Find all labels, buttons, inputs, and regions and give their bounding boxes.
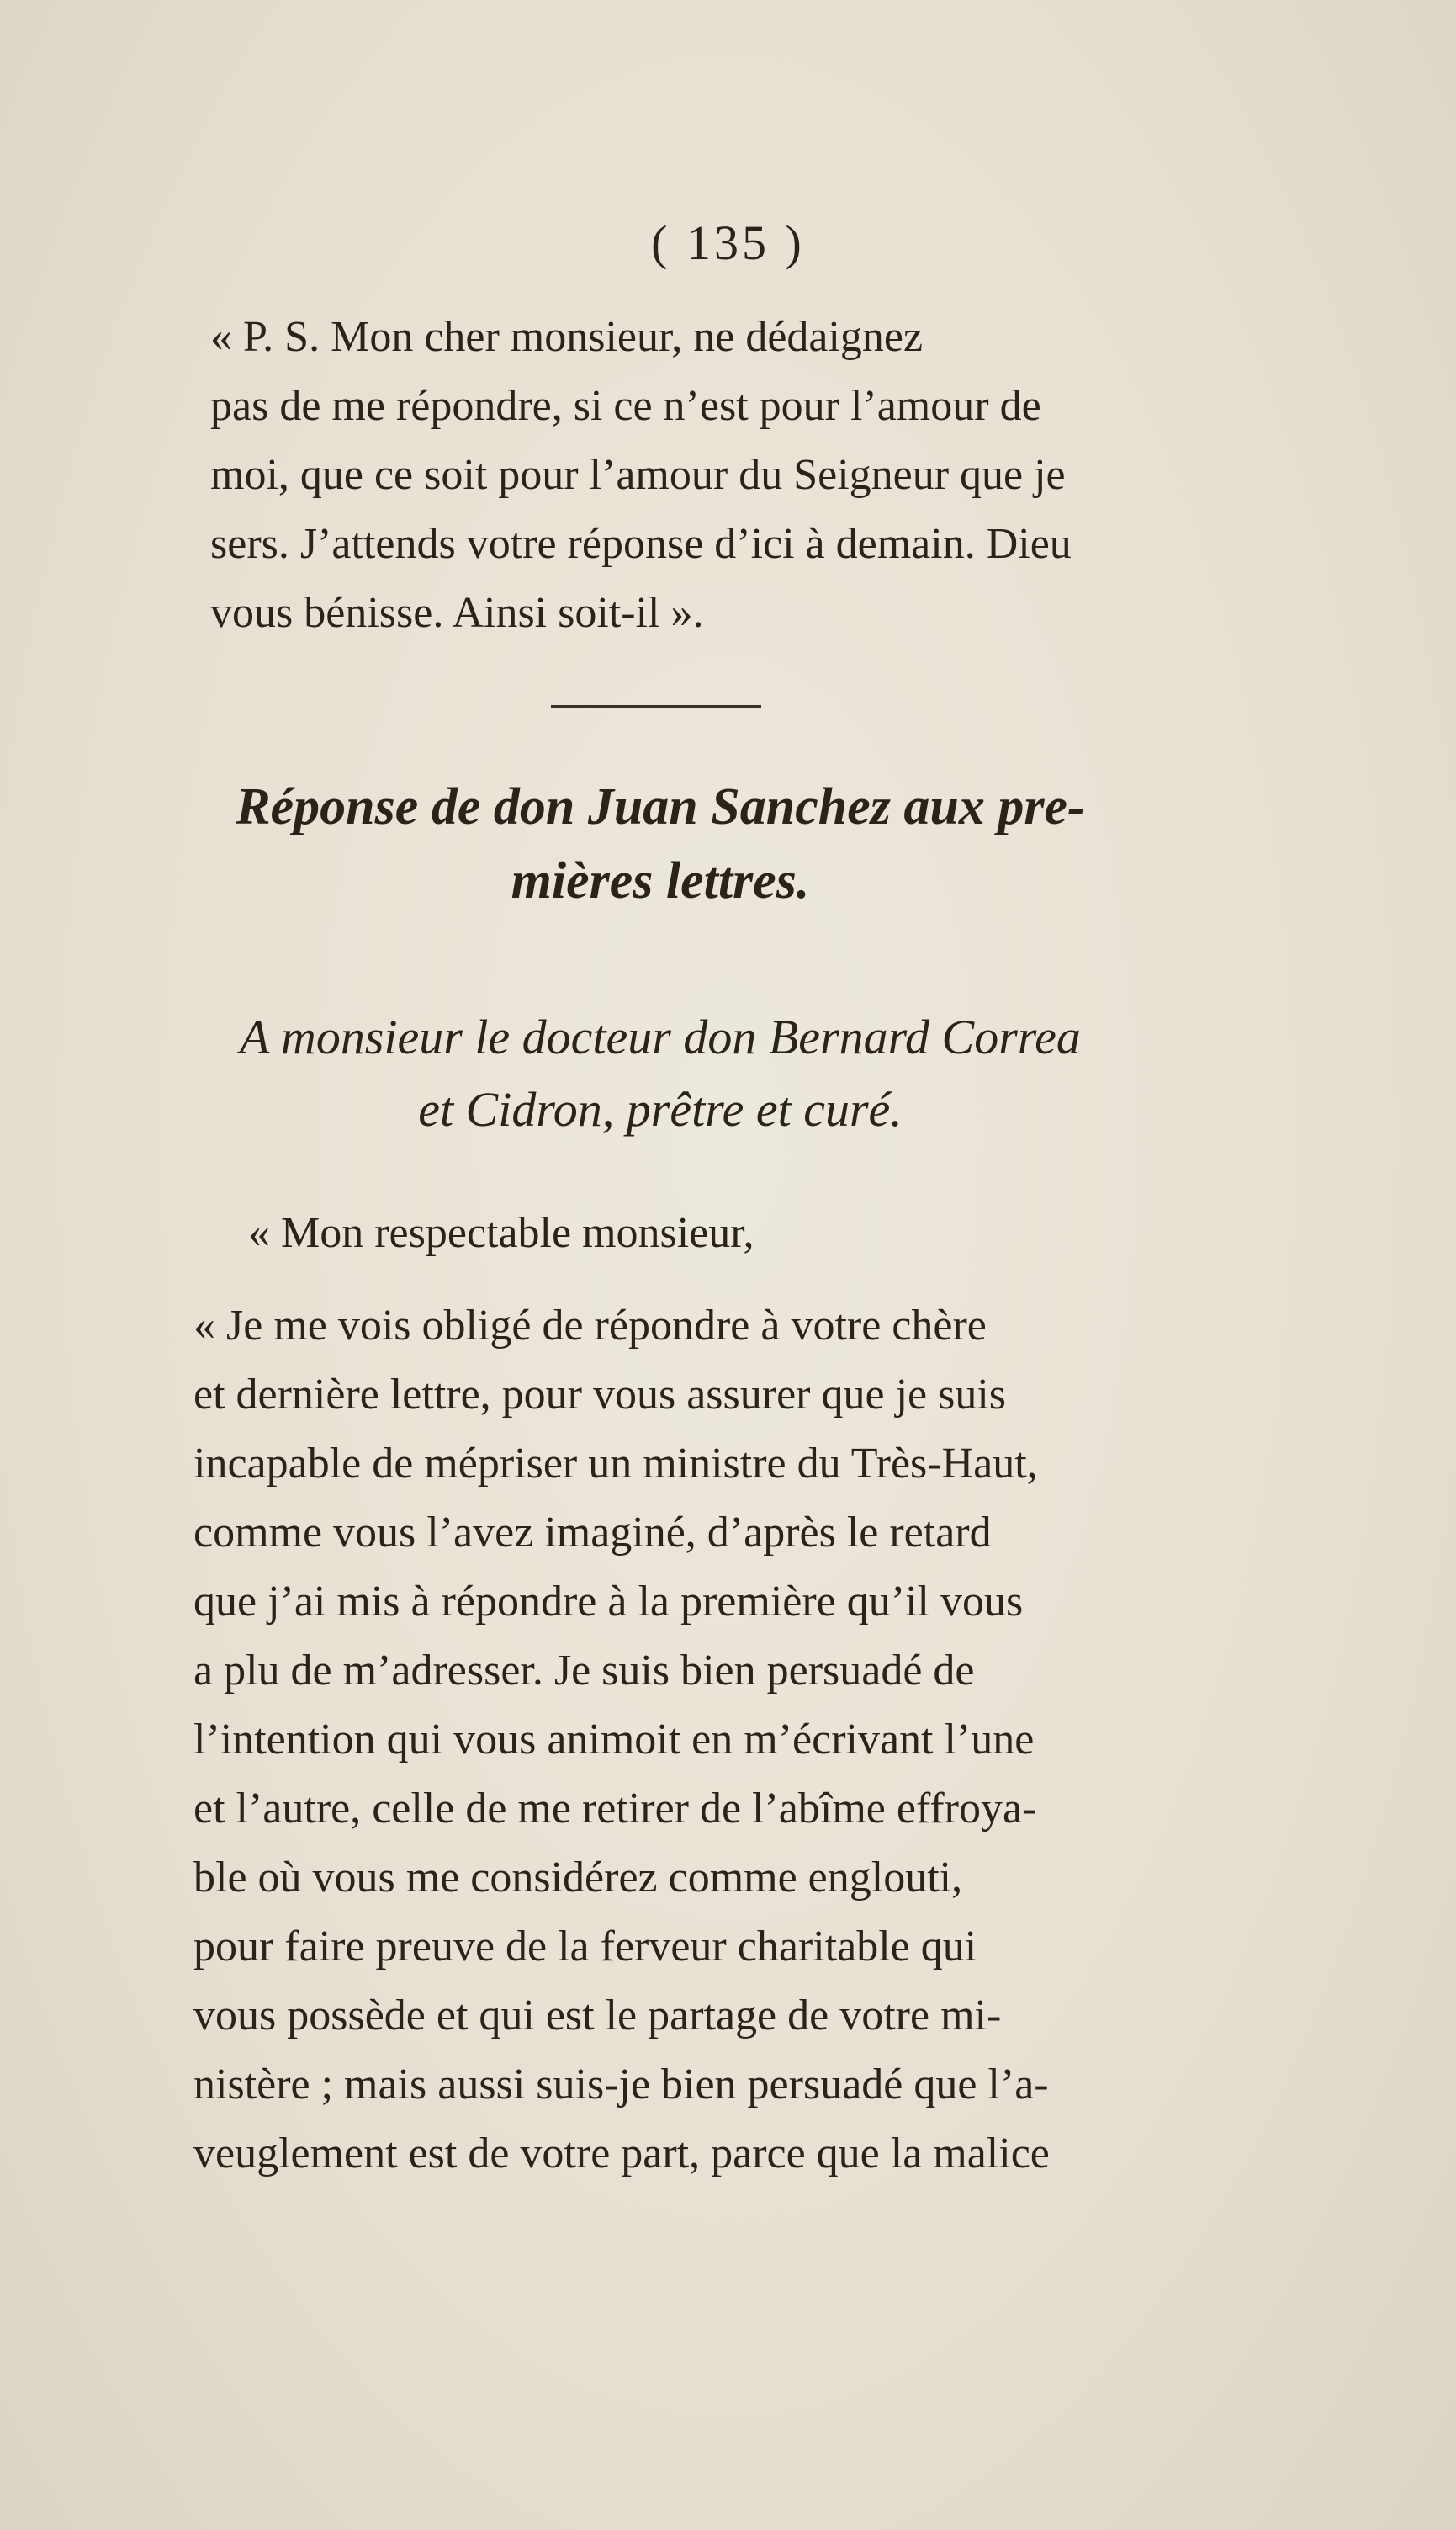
- text-line: que j’ai mis à répondre à la première qu’il vous: [193, 1578, 1024, 1626]
- text-line: vous bénisse. Ainsi soit-il ».: [210, 589, 704, 637]
- text-line: et dernière lettre, pour vous assurer que je suis: [193, 1371, 1007, 1419]
- text-line: « P. S. Mon cher monsieur, ne dédaignez: [210, 313, 924, 361]
- text-line: l’intention qui vous animoit en m’écrivant l’une: [193, 1716, 1035, 1764]
- text-line: comme vous l’avez imaginé, d’après le retard: [193, 1509, 992, 1557]
- text-line: a plu de m’adresser. Je suis bien persuadé de: [193, 1647, 975, 1695]
- heading-line: Réponse de don Juan Sanchez aux pre-: [236, 778, 1085, 835]
- address-line: et Cidron, prêtre et curé.: [418, 1082, 903, 1137]
- heading-line: mières lettres.: [511, 852, 810, 910]
- postscript-paragraph: [143, 303, 1179, 648]
- text-line: sers. J’attends votre réponse d’ici à demain. Dieu: [210, 520, 1072, 568]
- section-heading: [126, 770, 1194, 918]
- address-line: A monsieur le docteur don Bernard Correa: [240, 1010, 1081, 1064]
- text-line: moi, que ce soit pour l’amour du Seigneur que je: [210, 451, 1066, 499]
- section-divider: [551, 705, 761, 708]
- text-line: pas de me répondre, si ce n’est pour l’amour de: [210, 382, 1041, 430]
- text-line: et l’autre, celle de me retirer de l’abîme effroya-: [193, 1785, 1037, 1833]
- text-line: veuglement est de votre part, parce que la malice: [193, 2130, 1050, 2177]
- text-line: pour faire preuve de la ferveur charitable qui: [193, 1923, 977, 1970]
- text-line: vous possède et qui est le partage de votre mi-: [193, 1992, 1002, 2039]
- page-number: ( 135 ): [651, 215, 805, 270]
- text-line: ble où vous me considérez comme englouti,: [193, 1854, 963, 1901]
- text-line: « Je me vois obligé de répondre à votre chère: [193, 1302, 987, 1350]
- letter-body: [143, 1292, 1179, 2188]
- letter-address: [126, 1001, 1194, 1146]
- text-line: nistère ; mais aussi suis-je bien persuadé que l’a-: [193, 2061, 1049, 2108]
- text-line: incapable de mépriser un ministre du Très-Haut,: [193, 1440, 1038, 1488]
- letter-salutation: « Mon respectable monsieur,: [248, 1209, 754, 1257]
